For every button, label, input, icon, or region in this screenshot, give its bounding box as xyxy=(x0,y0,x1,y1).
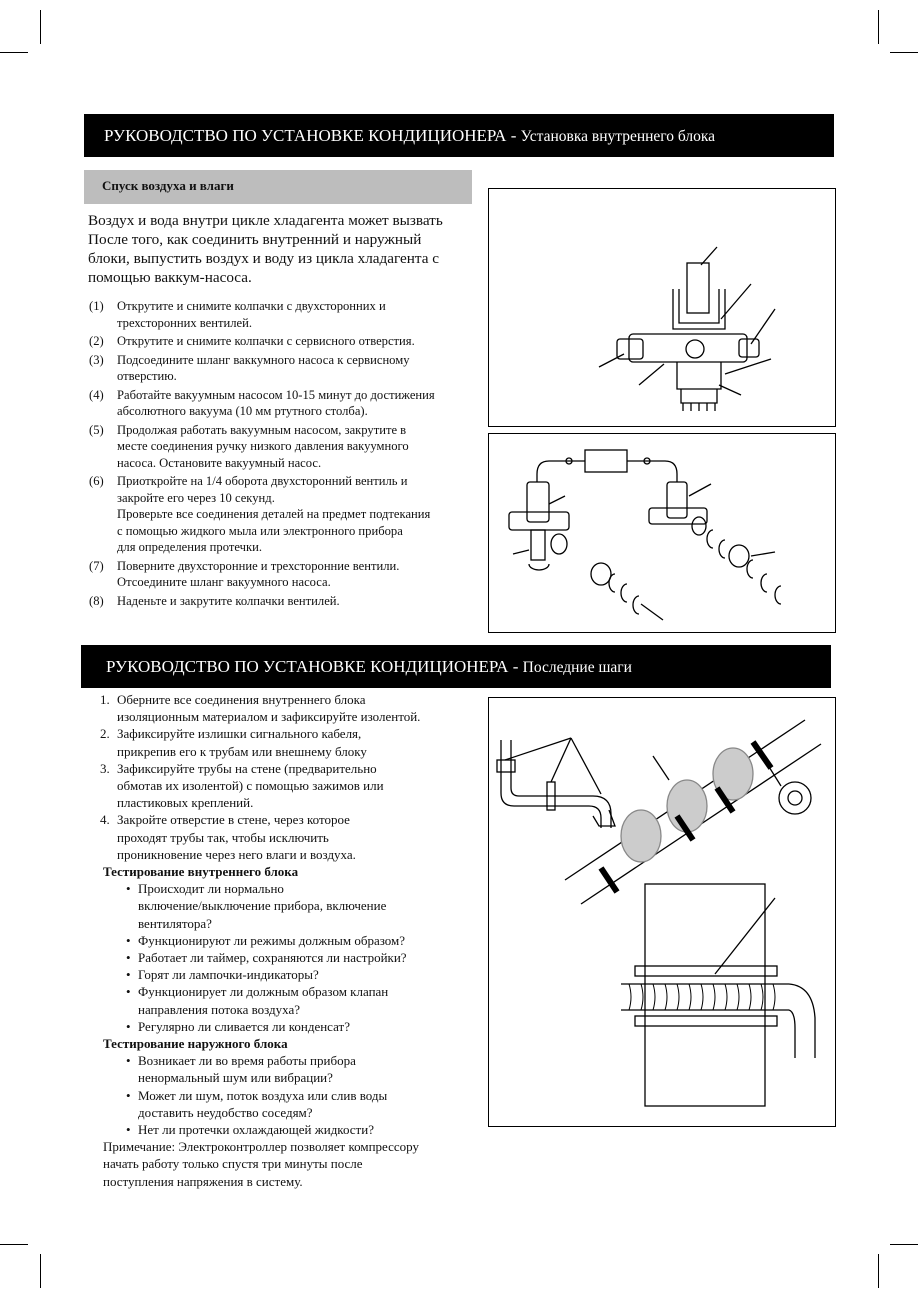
test-text: Регулярно ли сливается ли конденсат? xyxy=(138,1018,350,1034)
outdoor-test-item xyxy=(100,1121,486,1138)
test-text: Нет ли протечки охлаждающей жидкости? xyxy=(138,1122,374,1138)
step-text: Поверните двухсторонние и трехсторонние вентили. xyxy=(117,558,400,573)
valve-illustration xyxy=(489,189,835,426)
crop-mark xyxy=(40,10,41,44)
banner-subtitle: Установка внутреннего блока xyxy=(520,128,716,145)
bullet-icon: • xyxy=(126,1122,131,1138)
note-text: Примечание: Электроконтроллер позволяет компрессору xyxy=(103,1139,419,1155)
final-step-text: проходят трубы так, чтобы исключить xyxy=(117,829,329,845)
step-number: (4) xyxy=(89,387,104,402)
intro-line: блоки, выпустить воздух и воду из цикла хладагента с xyxy=(88,250,440,267)
step-text: Открутите и снимите колпачки с сервисного отверстия. xyxy=(117,334,415,348)
test-text: Горят ли лампочки-индикаторы? xyxy=(138,967,319,983)
test-text: Происходит ли нормально xyxy=(138,881,284,897)
step-text: для определения протечки. xyxy=(117,540,262,554)
bullet-icon: • xyxy=(126,932,131,948)
indoor-test-item xyxy=(100,1018,486,1035)
step-text: закройте его через 10 секунд. xyxy=(117,490,275,505)
crop-mark xyxy=(40,1254,41,1288)
final-step-number: 3. xyxy=(100,760,110,776)
section-banner-final-steps xyxy=(81,645,831,688)
subsection-header xyxy=(84,170,472,204)
test-text: направления потока воздуха? xyxy=(138,1001,301,1017)
step-number: (2) xyxy=(89,334,104,348)
step-text: Открутите и снимите колпачки с двухсторонних и xyxy=(117,299,386,313)
crop-mark xyxy=(890,1244,918,1245)
final-step-text: обмотав их изолентой) с помощью зажимов или xyxy=(117,778,384,794)
banner-title: РУКОВОДСТВО ПО УСТАНОВКЕ КОНДИЦИОНЕРА - xyxy=(106,657,523,676)
indoor-test-item xyxy=(100,932,486,949)
crop-mark xyxy=(878,1254,879,1288)
step-text: с помощью жидкого мыла или электронного прибора xyxy=(117,523,403,538)
final-step-number: 2. xyxy=(100,726,110,742)
test-text: Функционируют ли режимы должным образом? xyxy=(138,932,406,948)
subsection-title: Спуск воздуха и влаги xyxy=(102,178,234,193)
indoor-test-item xyxy=(100,983,486,1017)
step-number: (3) xyxy=(89,352,104,367)
step-number: (6) xyxy=(89,474,104,488)
step-text: месте соединения ручку низкого давления вакуумного xyxy=(117,439,409,453)
step-item xyxy=(89,473,485,556)
test-text: Может ли шум, поток воздуха или слив воды xyxy=(138,1087,388,1103)
test-text: Функционирует ли должным образом клапан xyxy=(138,984,389,1000)
final-step-number: 1. xyxy=(100,692,110,707)
crop-mark xyxy=(0,52,28,53)
valve-diagram xyxy=(488,188,836,427)
vacuum-pump-illustration xyxy=(489,434,835,632)
bullet-icon: • xyxy=(126,1053,131,1069)
test-text: вентилятора? xyxy=(138,915,212,931)
test-text: Возникает ли во время работы прибора xyxy=(138,1053,356,1069)
vacuum-steps-list xyxy=(89,298,485,611)
step-text: Отсоедините шланг вакуумного насоса. xyxy=(117,575,331,589)
outdoor-test-item xyxy=(100,1087,486,1121)
final-step-number: 4. xyxy=(100,812,110,828)
step-item xyxy=(89,298,485,331)
intro-paragraph xyxy=(88,211,484,287)
indoor-test-item xyxy=(100,966,486,983)
test-text: ненормальный шум или вибрации? xyxy=(138,1070,333,1086)
crop-mark xyxy=(0,1244,28,1245)
final-step-item xyxy=(100,760,486,812)
step-item xyxy=(89,422,485,472)
step-text: Проверьте все соединения деталей на предмет подтекания xyxy=(117,507,431,521)
step-number: (5) xyxy=(89,422,104,437)
step-item xyxy=(89,387,485,420)
crop-mark xyxy=(878,10,879,44)
bullet-icon: • xyxy=(126,950,131,966)
indoor-test-heading: Тестирование внутреннего блока xyxy=(103,864,299,880)
step-item xyxy=(89,352,485,385)
note-text: поступления напряжения в систему. xyxy=(103,1173,303,1189)
intro-line: Воздух и вода внутри цикле хладагента может вызвать xyxy=(88,212,443,229)
step-number: (8) xyxy=(89,593,104,608)
intro-line: После того, как соединить внутренний и наружный xyxy=(88,231,422,248)
vacuum-pump-diagram xyxy=(488,433,836,633)
final-step-item xyxy=(100,725,486,759)
final-step-text: проникновение через него влаги и воздуха. xyxy=(117,846,356,862)
step-text: насоса. Остановите вакуумный насос. xyxy=(117,455,322,470)
step-item xyxy=(89,558,485,591)
final-step-text: Закройте отверстие в стене, через которое xyxy=(117,812,350,828)
pipe-wrapping-diagram xyxy=(488,697,836,1127)
final-step-text: изоляционным материалом и зафиксируйте изолентой. xyxy=(117,709,421,725)
final-step-text: Зафиксируйте излишки сигнального кабеля, xyxy=(117,726,362,742)
banner-title: РУКОВОДСТВО ПО УСТАНОВКЕ КОНДИЦИОНЕРА - xyxy=(104,126,521,145)
intro-line: помощью ваккум-насоса. xyxy=(88,269,252,286)
step-text: Работайте вакуумным насосом 10-15 минут до достижения xyxy=(117,387,435,402)
test-text: включение/выключение прибора, включение xyxy=(138,898,387,914)
step-number: (1) xyxy=(89,299,104,313)
banner-subtitle: Последние шаги xyxy=(522,659,632,676)
step-text: трехсторонних вентилей. xyxy=(117,315,253,330)
final-step-text: Зафиксируйте трубы на стене (предварительно xyxy=(117,760,377,776)
step-text: Приоткройте на 1/4 оборота двухсторонний вентиль и xyxy=(117,474,408,488)
bullet-icon: • xyxy=(126,984,131,1000)
step-text: Наденьте и закрутите колпачки вентилей. xyxy=(117,593,340,608)
crop-mark xyxy=(890,52,918,53)
final-step-item xyxy=(100,811,486,863)
final-step-text: прикрепив его к трубам или внешнему блоку xyxy=(117,743,367,759)
note-text: начать работу только спустя три минуты после xyxy=(103,1156,363,1172)
step-text: абсолютного вакуума (10 мм ртутного столба). xyxy=(117,404,368,418)
note xyxy=(103,1138,486,1190)
test-text: доставить неудобство соседям? xyxy=(138,1104,313,1120)
test-text: Работает ли таймер, сохраняются ли настройки? xyxy=(138,950,407,966)
bullet-icon: • xyxy=(126,967,131,983)
pipe-wrapping-illustration xyxy=(489,698,835,1126)
step-item xyxy=(89,593,485,610)
step-text: отверстию. xyxy=(117,369,177,383)
step-number: (7) xyxy=(89,558,104,573)
outdoor-test-item xyxy=(100,1052,486,1086)
indoor-test-item xyxy=(100,949,486,966)
bullet-icon: • xyxy=(126,1087,131,1103)
indoor-test-item xyxy=(100,880,486,932)
section-banner-indoor-install xyxy=(84,114,834,157)
bullet-icon: • xyxy=(126,881,131,897)
final-step-item xyxy=(100,691,486,725)
final-step-text: пластиковых креплений. xyxy=(117,795,254,811)
final-step-text: Оберните все соединения внутреннего блока xyxy=(117,692,366,707)
step-text: Продолжая работать вакуумным насосом, закрутите в xyxy=(117,422,407,437)
outdoor-test-heading: Тестирование наружного блока xyxy=(103,1036,288,1052)
step-text: Подсоедините шланг ваккумного насоса к сервисному xyxy=(117,352,410,367)
step-item xyxy=(89,333,485,350)
final-steps-text xyxy=(100,691,486,1190)
bullet-icon: • xyxy=(126,1018,131,1034)
